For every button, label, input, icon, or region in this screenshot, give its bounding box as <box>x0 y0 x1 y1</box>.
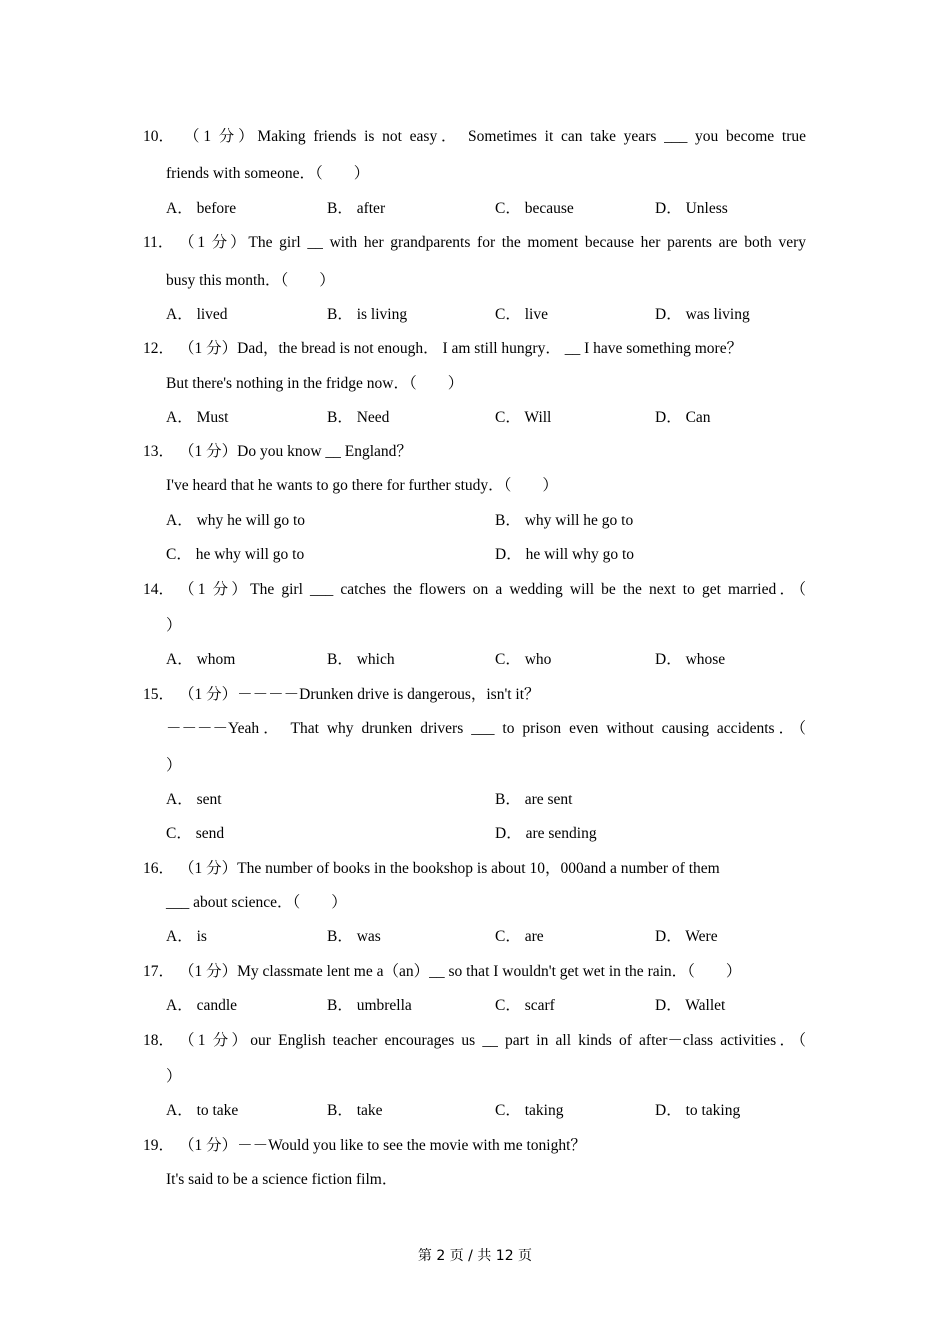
question-number: 18． <box>143 1032 175 1049</box>
option-a: A． before <box>166 200 237 217</box>
question-number: 16． <box>143 860 175 877</box>
option-b: B． are sent <box>495 791 573 808</box>
option-c: C． who <box>495 651 552 668</box>
option-d: D． was living <box>655 306 750 323</box>
question-text: （1 分）Dad，the bread is not enough． I am still hungry． __ I have something more？ <box>179 340 743 357</box>
question-number: 11． <box>143 234 174 251</box>
question-text: I've heard that he wants to go there for further study．（ ） <box>166 477 558 494</box>
question-number: 19． <box>143 1137 175 1154</box>
question-text: （1 分）Do you know __ England？ <box>179 443 412 460</box>
option-a: A． whom <box>166 651 236 668</box>
question-text: （1 分）The girl __ with her grandparents for the moment because her parents are both very <box>179 234 806 251</box>
question-text: －－－－Yeah． That why drunken drivers ___ to prison even without causing accidents．（ <box>166 720 806 737</box>
option-d: D． Unless <box>655 200 728 217</box>
option-d: D． Wallet <box>655 997 726 1014</box>
question-text: ） <box>166 617 182 634</box>
question-text: It's said to be a science fiction film． <box>166 1171 398 1188</box>
option-a: A． why he will go to <box>166 512 306 529</box>
question-text: （1 分）The girl ___ catches the flowers on a wedding will be the next to get married．（ <box>179 581 806 598</box>
option-c: C． send <box>166 825 225 842</box>
option-c: C． are <box>495 928 544 945</box>
option-d: D． are sending <box>495 825 597 842</box>
option-d: D． whose <box>655 651 726 668</box>
option-a: A． candle <box>166 997 238 1014</box>
question-number: 17． <box>143 963 175 980</box>
question-text: （1 分）our English teacher encourages us __ part in all kinds of after－class activities．（ <box>179 1032 806 1049</box>
option-c: C． taking <box>495 1102 564 1119</box>
option-a: A． lived <box>166 306 228 323</box>
question-text: （1 分）－－－－Drunken drive is dangerous，isn't it？ <box>179 686 540 703</box>
option-b: B． Need <box>327 409 390 426</box>
option-c: C． he why will go to <box>166 546 305 563</box>
question-number: 13． <box>143 443 175 460</box>
question-text: busy this month．（ ） <box>166 272 335 289</box>
page-footer: 第 2 页 / 共 12 页 <box>417 1248 533 1264</box>
option-b: B． why will he go to <box>495 512 634 529</box>
question-number: 12． <box>143 340 175 357</box>
option-a: A． is <box>166 928 207 945</box>
question-number: 14． <box>143 581 175 598</box>
option-a: A． Must <box>166 409 229 426</box>
option-b: B． take <box>327 1102 383 1119</box>
option-c: C． live <box>495 306 548 323</box>
question-number: 10． <box>143 128 175 145</box>
question-text: （1 分）Making friends is not easy． Sometimes it can take years ___ you become true <box>184 128 806 145</box>
option-d: D． Can <box>655 409 711 426</box>
option-c: C． Will <box>495 409 552 426</box>
option-b: B． which <box>327 651 395 668</box>
option-b: B． umbrella <box>327 997 412 1014</box>
option-d: D． Were <box>655 928 718 945</box>
question-text: ） <box>166 757 182 774</box>
question-text: （1 分）－－Would you like to see the movie with me tonight？ <box>179 1137 586 1154</box>
option-d: D． to taking <box>655 1102 741 1119</box>
question-text: friends with someone．（ ） <box>166 165 370 182</box>
option-a: A． to take <box>166 1102 239 1119</box>
option-b: B． is living <box>327 306 408 323</box>
option-b: B． after <box>327 200 386 217</box>
question-text: ） <box>166 1068 182 1085</box>
question-text: （1 分）My classmate lent me a（an）__ so that I wouldn't get wet in the rain．（ ） <box>179 963 742 980</box>
option-a: A． sent <box>166 791 222 808</box>
option-b: B． was <box>327 928 381 945</box>
option-c: C． because <box>495 200 574 217</box>
question-text: ___ about science．（ ） <box>166 894 347 911</box>
option-d: D． he will why go to <box>495 546 635 563</box>
question-text: But there's nothing in the fridge now．（ ） <box>166 375 464 392</box>
question-number: 15． <box>143 686 175 703</box>
question-10 <box>143 127 174 147</box>
option-c: C． scarf <box>495 997 555 1014</box>
question-text: （1 分）The number of books in the bookshop is about 10，000and a number of them <box>179 860 720 877</box>
